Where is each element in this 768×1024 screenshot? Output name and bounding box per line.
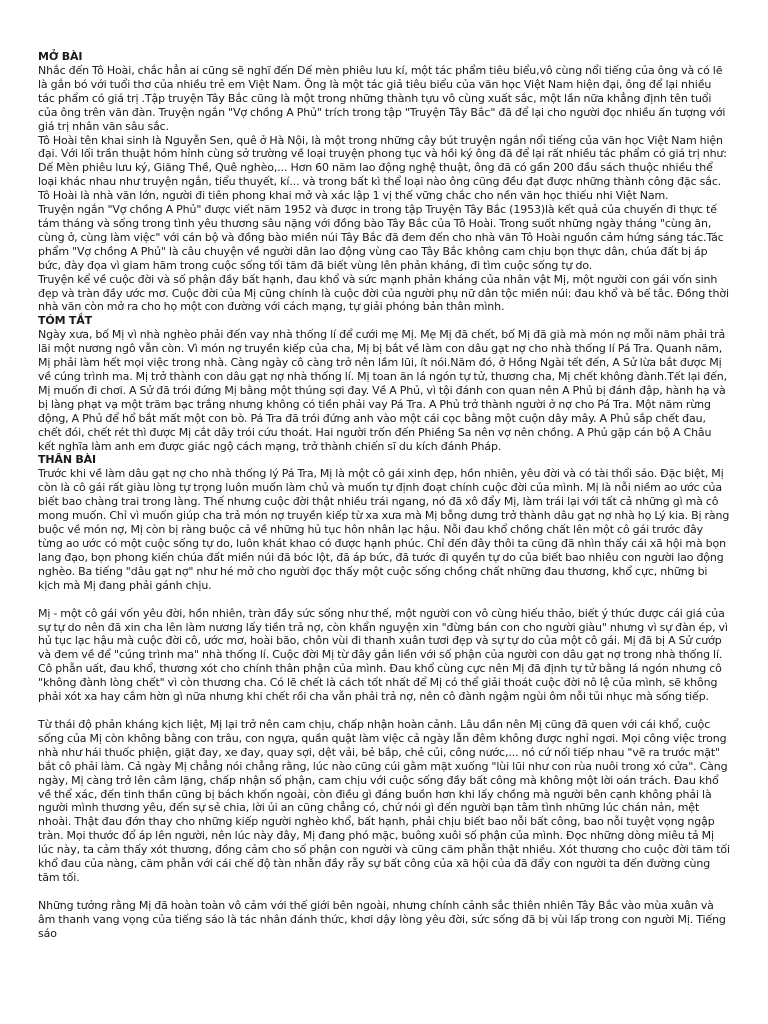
heading-mo-bai: MỞ BÀI [38, 50, 83, 63]
than-bai-paragraph-3: Từ thái độ phản kháng kịch liệt, Mị lại trở nên cam chịu, chấp nhận hoàn cảnh. Lâu dần nên Mị cũng đã quen với cái khổ, cuộc sống của Mị còn không bằng con trâu, con ngựa, quần quật làm việc cả ngày lẫn đêm không được nghỉ ngơi. Mọi công việc trong nhà như hái thuốc phiện, giặt đay, xe đay, quay sợi, dệt vải, bẻ bắp, chẻ củi, công nước,... nó cứ nối tiếp nhau "vẽ ra trước mặt" bắt cô phải làm. Cả ngày Mị chẳng nói chẳng rằng, lúc nào cũng cúi gằm mặt xuống "lùi lũi như con rùa nuôi trong xó cửa". Càng ngày, Mị càng trở lên câm lặng, chấp nhận số phận, cam chịu với cuộc sống đầy bất công mà không một lời oán trách. Đau khổ về thể xác, đến tinh thần cũng bị bách khốn ngoài, còn điều gì đáng buồn hơn khi lấy chồng mà người bên cạnh không phải là người mình thương yêu, đến sự sẻ chia, lời ủi an cũng chẳng có, chứ nói gì đến người bạn tâm tình những lúc chán nản, mệt nhoài. Thật đau đớn thay cho những kiếp người nghèo khổ, bất hạnh, phải chịu biết bao nỗi bất công, bao nỗi tuyệt vọng ngập tràn. Mọi thước đổ áp lên người, nên lúc này đây, Mị đang phó mặc, buông xuôi số phận của mình. Đọc những dòng miêu tả Mị lúc này, ta cảm thấy xót thương, đồng cảm cho số phận con người và cũng căm phẫn thật nhiều. Xót thương cho cuộc đời tăm tối khổ đau của nàng, căm phẫn với cái chế độ tàn nhẫn đầy rẫy sự bất công của xã hội của đã đẩy con người ta đến đường cùng tăm tối. [38, 717, 730, 884]
than-bai-paragraph-4: Những tưởng rằng Mị đã hoàn toàn vô cảm với thế giới bên ngoài, nhưng chính cảnh sắc thiên nhiên Tây Bắc vào mùa xuân và âm thanh vang vọng của tiếng sáo là tác nhân đánh thức, khơi dậy lòng yêu đời, sức sống đã bị vùi lấp trong con người Mị. Tiếng sáo [38, 898, 726, 940]
mo-bai-paragraph-1: Nhắc đến Tô Hoài, chắc hẳn ai cũng sẽ nghĩ đến Dế mèn phiêu lưu kí, một tác phẩm tiêu biểu,vô cùng nổi tiếng của ông và có lẽ là gắn bó với tuổi thơ của nhiều trẻ em Việt Nam. Ông là một tác giả tiêu biểu của văn học Việt Nam hiện đại, ông để lại nhiều tác phẩm có giá trị .Tập truyện Tây Bắc cũng là một trong những thành tựu vô cùng xuất sắc, một lần nữa khẳng định tên tuổi của ông trên văn đàn. Truyện ngắn "Vợ chồng A Phủ" trích trong tập "Truyện Tây Bắc" đã để lại cho người đọc nhiều ấn tượng với giá trị nhân văn sâu sắc. [38, 64, 726, 133]
heading-than-bai: THÂN BÀI [38, 453, 96, 467]
than-bai-paragraph-1: Trước khi về làm dâu gạt nợ cho nhà thống lý Pá Tra, Mị là một cô gái xinh đẹp, hồn nhiên, yêu đời và có tài thổi sáo. Đặc biệt, Mị còn là cô gái rất giàu lòng tự trọng luôn muốn làm chủ và muốn tự định đoạt chính cuộc đời của mình. Mị là nỗi niềm ao ước của biết bao chàng trai trong làng. Thế nhưng cuộc đời thật nhiều trái ngang, nó đã xô đẩy Mị, làm trái lại với tất cả những gì mà cô mong muốn. Chỉ vì muốn giúp cha trả món nợ truyền kiếp từ xa xưa mà Mị bỗng dưng trở thành dâu gạt nợ nhà họ Lý kia. Bị ràng buộc về món nợ, Mị còn bị ràng buộc cả về những hủ tục hôn nhân lạc hậu. Nỗi đau khổ chồng chất lên một cô gái trước đây từng ao ước có một cuộc sống tự do, luôn khát khao có được hạnh phúc. Chỉ đến đây thôi ta cũng đã nhìn thấy cái xã hội mà bọn lang đạo, bọn phong kiến chúa đất miền núi đã bóc lột, đã áp bức, đã tước đi quyền tự do của biết bao nhiêu con người lao động nghèo. Ba tiếng "dâu gạt nợ" như hé mở cho người đọc thấy một cuộc sống chồng chất những đau thương, khổ cực, những bi kịch mà Mị đang phải gánh chịu. [38, 467, 730, 592]
mo-bai-paragraph-2: Tô Hoài tên khai sinh là Nguyễn Sen, quê ở Hà Nội, là một trong những cây bút truyện ngắn nổi tiếng của văn học Việt Nam hiện đại. Với lối trần thuật hóm hỉnh cùng sở trường về loại truyện phong tục và hồi ký ông đã để lại rất nhiều tác phẩm có giá trị như: Dế Mèn phiêu lưu ký, Giăng Thề, Quê nghèo,... Hơn 60 năm lao động nghệ thuật, ông đã có gần 200 đầu sách thuộc nhiều thể loại khác nhau như truyện ngắn, tiểu thuyết, kí... và trong bất kì thể loại nào ông cũng đều đạt được những thành công đặc sắc. Tô Hoài là nhà văn lớn, người đi tiên phong khai mở và xác lập 1 vị thế vững chắc cho nền văn học thiếu nhi Việt Nam. [38, 133, 727, 203]
document-page [38, 50, 730, 941]
tom-tat-paragraph-1: Ngày xưa, bố Mị vì nhà nghèo phải đến vay nhà thống lí để cưới mẹ Mị. Mẹ Mị đã chết, bố Mị đã già mà món nợ mỗi năm phải trả lãi một nương ngô vẫn còn. Vì món nợ truyền kiếp của cha, Mị bị bắt về làm con dâu gạt nợ cho nhà thống lí Pá Tra. Quanh năm, Mị phải làm hết mọi việc trong nhà. Càng ngày cô càng trở nên lầm lũi, ít nói.Năm đó, ở Hồng Ngài tết đến, A Sử lừa bắt được Mị về cúng trình ma. Mị trở thành con dâu gạt nợ nhà thống lí. Mị toan ăn lá ngón tự tử, thương cha, Mị chết không đành.Tết lại đến, Mị muốn đi chơi. A Sử đã trói đứng Mị bằng một thúng sợi đay. Về A Phủ, vì tội đánh con quan nên A Phủ bị đánh đập, hành hạ và bị làng phạt vạ một trăm bạc trắng nhưng không có tiền phải vay Pá Tra. A Phủ trở thành người ở nợ cho Pá Tra. Một năm rừng động, A Phủ để hổ bắt mất một con bò. Pá Tra đã trói đứng anh vào một cái cọc bằng một cuộn dây mây. A Phủ sắp chết đau, chết đói, chết rét thì được Mị cắt dây trói cứu thoát. Hai người trốn đến Phiềng Sa nên vợ nên chồng. A Phủ gặp cán bộ A Châu kết nghĩa làm anh em được giác ngộ cách mạng, trở thành chiến sĩ du kích đánh Pháp. [38, 328, 728, 453]
mo-bai-paragraph-3: Truyện ngắn "Vợ chồng A Phủ" được viết năm 1952 và được in trong tập Truyện Tây Bắc (1953)là kết quả của chuyến đi thực tế tám tháng và sống trong tình yêu thương sâu nặng với đồng bào Tây Bắc của Tô Hoài. Trong suốt những ngày tháng "cùng ăn, cùng ở, cùng làm việc" với cán bộ và đồng bào miền núi Tây Bắc đã đem đến cho nhà văn Tô Hoài nguồn cảm hứng sáng tác.Tác phẩm "Vợ chồng A Phủ" là câu chuyện về người dân lao động vùng cao Tây Bắc không cam chịu bọn thực dân, chúa đất bị áp bức, đày đọa vì giam hãm trong cuộc sống tối tăm đã biết vùng lên phản kháng, đi tìm cuộc sống tự do. [38, 203, 724, 272]
than-bai-paragraph-2: Mị - một cô gái vốn yêu đời, hồn nhiên, tràn đầy sức sống như thế, một người con vô cùng hiếu thảo, biết ý thức được cái giá của sự tự do nên đã xin cha lên làm nương lấy tiền trả nợ, còn khẩn nguyện xin "đừng bán con cho người giàu" nhưng vì sự đàn ép, vì hủ tục lạc hậu mà cuộc đời cô, ước mơ, hoài bão, chôn vùi đi thanh xuân tươi đẹp và sự tự do của một cô gái. Mị đã bị A Sử cướp và đem về để "cúng trình ma" nhà thống lí. Cuộc đời Mị từ đây gắn liền với số phận của người con dâu gạt nợ trong nhà thống lí. Cô phẫn uất, đau khổ, thương xót cho chính thân phận của mình. Đau khổ cùng cực nên Mị đã định tự tử bằng lá ngón nhưng cô "không đành lòng chết" vì còn thương cha. Có lẽ chết là cách tốt nhất để Mị có thể giải thoát cuộc đời nô lệ của mình, sẽ không phải xót xa hay cắm hờn gì nữa nhưng khi chết rồi cha vẫn phải trả nợ, nên cô đành ngậm ngùi ôm nỗi tủi nhục mà sống tiếp. [38, 606, 728, 704]
paragraph-gap [38, 593, 730, 607]
paragraph-gap [38, 885, 730, 899]
paragraph-gap [38, 704, 730, 718]
heading-tom-tat: TÓM TẮT [38, 314, 93, 328]
mo-bai-paragraph-4: Truyện kể về cuộc đời và số phận đầy bất hạnh, đau khổ và sức mạnh phản kháng của nhân vật Mị, một người con gái vốn sinh đẹp và tràn đầy ước mơ. Cuộc đời của Mị cũng chính là cuộc đời của người phụ nữ dân tộc miền núi: đau khổ và bế tắc. Đồng thời nhà văn còn mở ra cho họ một con đường với cách mạng, tự giải phóng bản thân mình. [38, 272, 729, 314]
